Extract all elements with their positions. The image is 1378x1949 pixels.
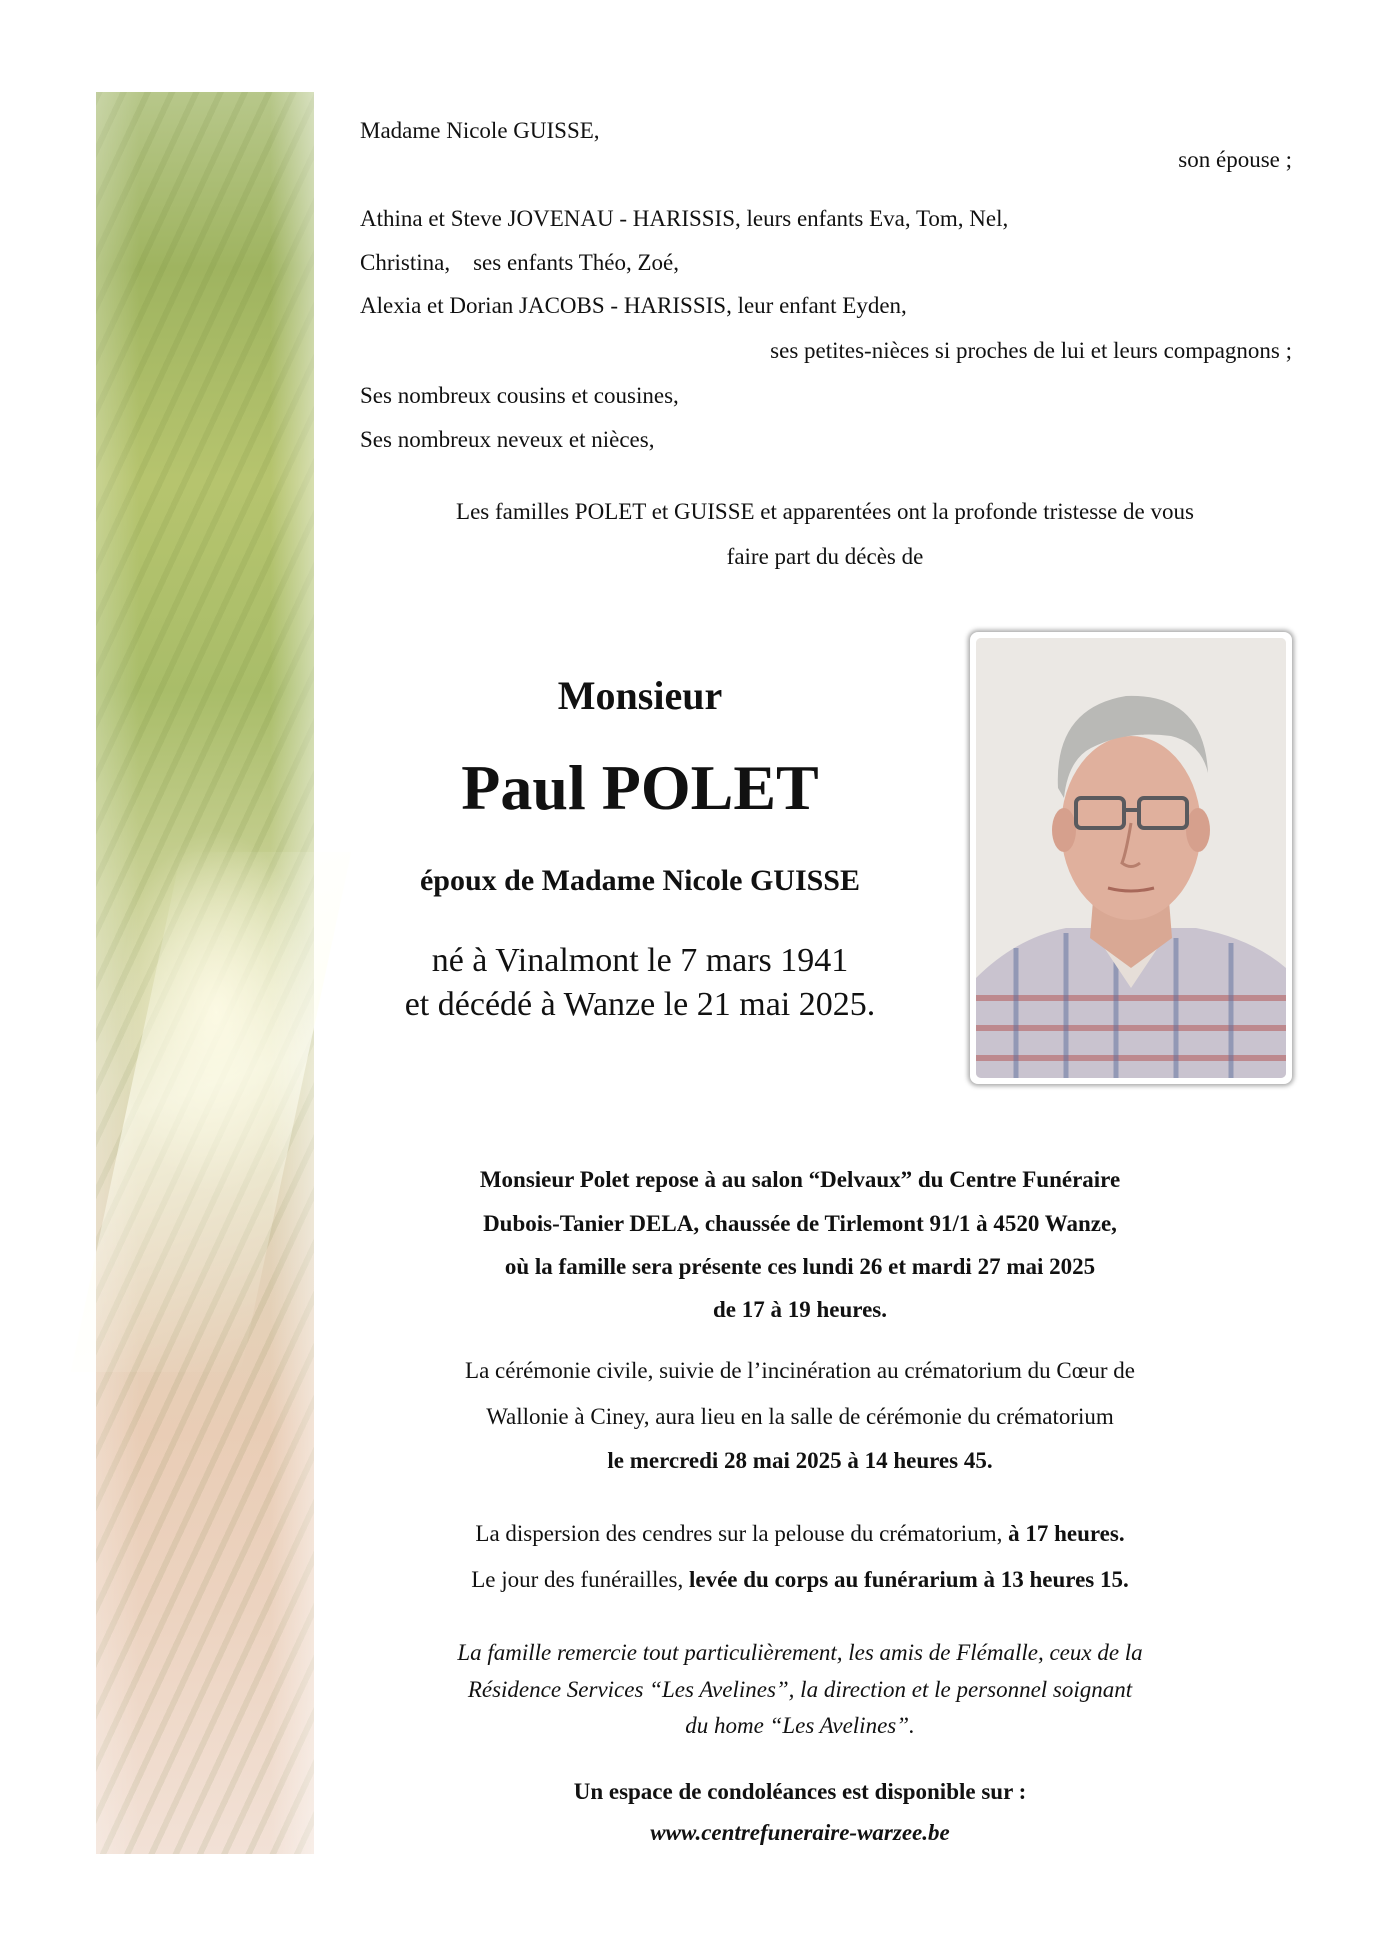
family-line-children-1: Athina et Steve JOVENAU - HARISSIS, leurs enfants Eva, Tom, Nel, <box>360 206 1009 231</box>
announcement-line-1: Les familles POLET et GUISSE et apparentées ont la profonde tristesse de vous <box>456 499 1194 524</box>
dispersion-line-2-time: levée du corps au funérarium à 13 heures 15. <box>689 1567 1129 1592</box>
dispersion-line-2-text: Le jour des funérailles, <box>471 1567 689 1592</box>
visitation-line-1: Monsieur Polet repose à au salon “Delvaux” du Centre Funéraire <box>479 1167 1121 1192</box>
thanks-line-2: Résidence Services “Les Avelines”, la direction et le personnel soignant <box>467 1677 1133 1702</box>
condolences-url[interactable]: www.centrefuneraire-warzee.be <box>650 1820 950 1845</box>
portrait-photo-frame <box>970 632 1292 1084</box>
ceremony-line-3: le mercredi 28 mai 2025 à 14 heures 45. <box>607 1448 993 1473</box>
family-line-spouse-name: Madame Nicole GUISSE, <box>360 118 600 143</box>
portrait-photo <box>976 638 1286 1078</box>
ceremony-line-2: Wallonie à Ciney, aura lieu en la salle de cérémonie du crématorium <box>486 1404 1114 1429</box>
visitation-line-3: où la famille sera présente ces lundi 26 et mardi 27 mai 2025 <box>504 1254 1096 1279</box>
family-line-spouse-role: son épouse ; <box>1178 147 1292 172</box>
ceremony-line-1: La cérémonie civile, suivie de l’incinération au crématorium du Cœur de <box>465 1358 1135 1383</box>
family-line-nephews: Ses nombreux neveux et nièces, <box>360 427 655 452</box>
family-line-nieces: ses petites-nièces si proches de lui et leurs compagnons ; <box>770 338 1292 363</box>
dispersion-line-1-text: La dispersion des cendres sur la pelouse du crématorium, <box>475 1521 1009 1546</box>
thanks-line-1: La famille remercie tout particulièrement, les amis de Flémalle, ceux de la <box>457 1640 1143 1665</box>
family-line-children-2: Christina, ses enfants Théo, Zoé, <box>360 250 679 275</box>
deceased-name: Paul POLET <box>461 752 819 823</box>
dispersion-line-1-time: à 17 heures. <box>1008 1521 1125 1546</box>
decorative-forest-image <box>96 92 314 1854</box>
birth-line: né à Vinalmont le 7 mars 1941 <box>431 942 849 979</box>
condolences-line: Un espace de condoléances est disponible sur : <box>573 1779 1027 1804</box>
family-line-cousins: Ses nombreux cousins et cousines, <box>360 383 679 408</box>
family-line-children-3: Alexia et Dorian JACOBS - HARISSIS, leur enfant Eyden, <box>360 293 907 318</box>
visitation-line-2: Dubois-Tanier DELA, chaussée de Tirlemont 91/1 à 4520 Wanze, <box>483 1211 1117 1236</box>
spouse-line: époux de Madame Nicole GUISSE <box>419 864 860 897</box>
dispersion-line-2 <box>300 1566 1300 1594</box>
announcement-line-2: faire part du décès de <box>726 544 924 569</box>
thanks-line-3: du home “Les Avelines”. <box>685 1713 915 1738</box>
death-line: et décédé à Wanze le 21 mai 2025. <box>404 986 876 1023</box>
honorific: Monsieur <box>557 673 723 718</box>
visitation-line-4: de 17 à 19 heures. <box>713 1297 887 1322</box>
dispersion-line-1 <box>300 1520 1300 1548</box>
